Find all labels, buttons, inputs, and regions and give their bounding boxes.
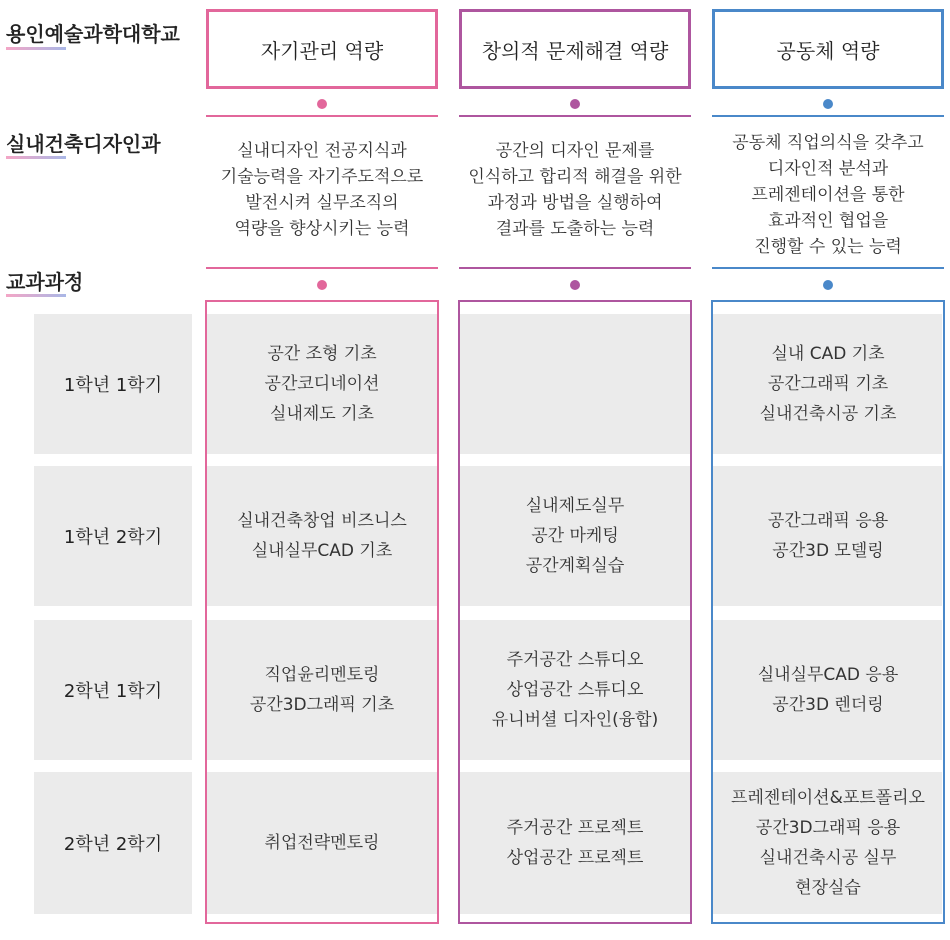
semester-box: 2학년 1학기 <box>34 620 192 760</box>
bullet-dot <box>570 99 580 109</box>
divider-line <box>206 267 438 269</box>
course-cell: 주거공간 스튜디오 상업공간 스튜디오 유니버셜 디자인(융합) <box>491 650 659 730</box>
competency-header: 공동체 역량 <box>712 9 944 89</box>
divider-line <box>459 267 691 269</box>
divider-line <box>712 267 944 269</box>
course-cell: 실내제도실무 공간 마케팅 공간계획실습 <box>525 496 625 576</box>
course-cell: 프레젠테이션&포트폴리오 공간3D그래픽 응용 실내건축시공 실무 현장실습 <box>731 788 925 898</box>
course-cell: 실내실무CAD 응용 공간3D 렌더링 <box>757 665 899 715</box>
gutter-1 <box>438 300 458 930</box>
course-cell: 공간 조형 기초 공간코디네이션 실내제도 기초 <box>264 344 380 424</box>
course-cell: 직업윤리멘토링 공간3D그래픽 기초 <box>249 665 395 715</box>
competency-description: 공간의 디자인 문제를 인식하고 합리적 해결을 위한 과정과 방법을 실행하여 결과를 도출하는 능력 <box>468 141 682 239</box>
bullet-dot <box>823 99 833 109</box>
university-underline <box>6 47 66 50</box>
gutter-2 <box>692 300 712 930</box>
bullet-dot <box>317 99 327 109</box>
bullet-dot <box>570 280 580 290</box>
curriculum-label: 교과과정 <box>6 270 84 294</box>
university-label: 용인예술과학대학교 <box>6 22 180 46</box>
competency-header: 창의적 문제해결 역량 <box>459 9 691 89</box>
department-underline <box>6 156 66 159</box>
divider-line <box>459 115 691 117</box>
bullet-dot <box>823 280 833 290</box>
competency-description: 실내디자인 전공지식과 기술능력을 자기주도적으로 발전시켜 실무조직의 역량을 향상시키는 능력 <box>220 141 424 239</box>
divider-line <box>206 115 438 117</box>
semester-box: 1학년 1학기 <box>34 314 192 454</box>
course-cell: 취업전략멘토링 <box>264 833 380 853</box>
course-cell: 주거공간 프로젝트 상업공간 프로젝트 <box>506 818 644 868</box>
curriculum-underline <box>6 294 66 297</box>
competency-description: 공동체 직업의식을 갖추고 디자인적 분석과 프레젠테이션을 통한 효과적인 협업을 진행할 수 있는 능력 <box>732 133 924 257</box>
course-cell: 공간그래픽 응용 공간3D 모델링 <box>767 511 889 561</box>
divider-line <box>712 115 944 117</box>
course-cell <box>459 314 691 454</box>
course-cell: 실내 CAD 기초 공간그래픽 기초 실내건축시공 기초 <box>759 344 897 424</box>
bullet-dot <box>317 280 327 290</box>
department-label: 실내건축디자인과 <box>6 132 161 156</box>
course-cell: 실내건축창업 비즈니스 실내실무CAD 기초 <box>237 511 407 561</box>
competency-header: 자기관리 역량 <box>206 9 438 89</box>
semester-box: 1학년 2학기 <box>34 466 192 606</box>
semester-box: 2학년 2학기 <box>34 772 192 914</box>
